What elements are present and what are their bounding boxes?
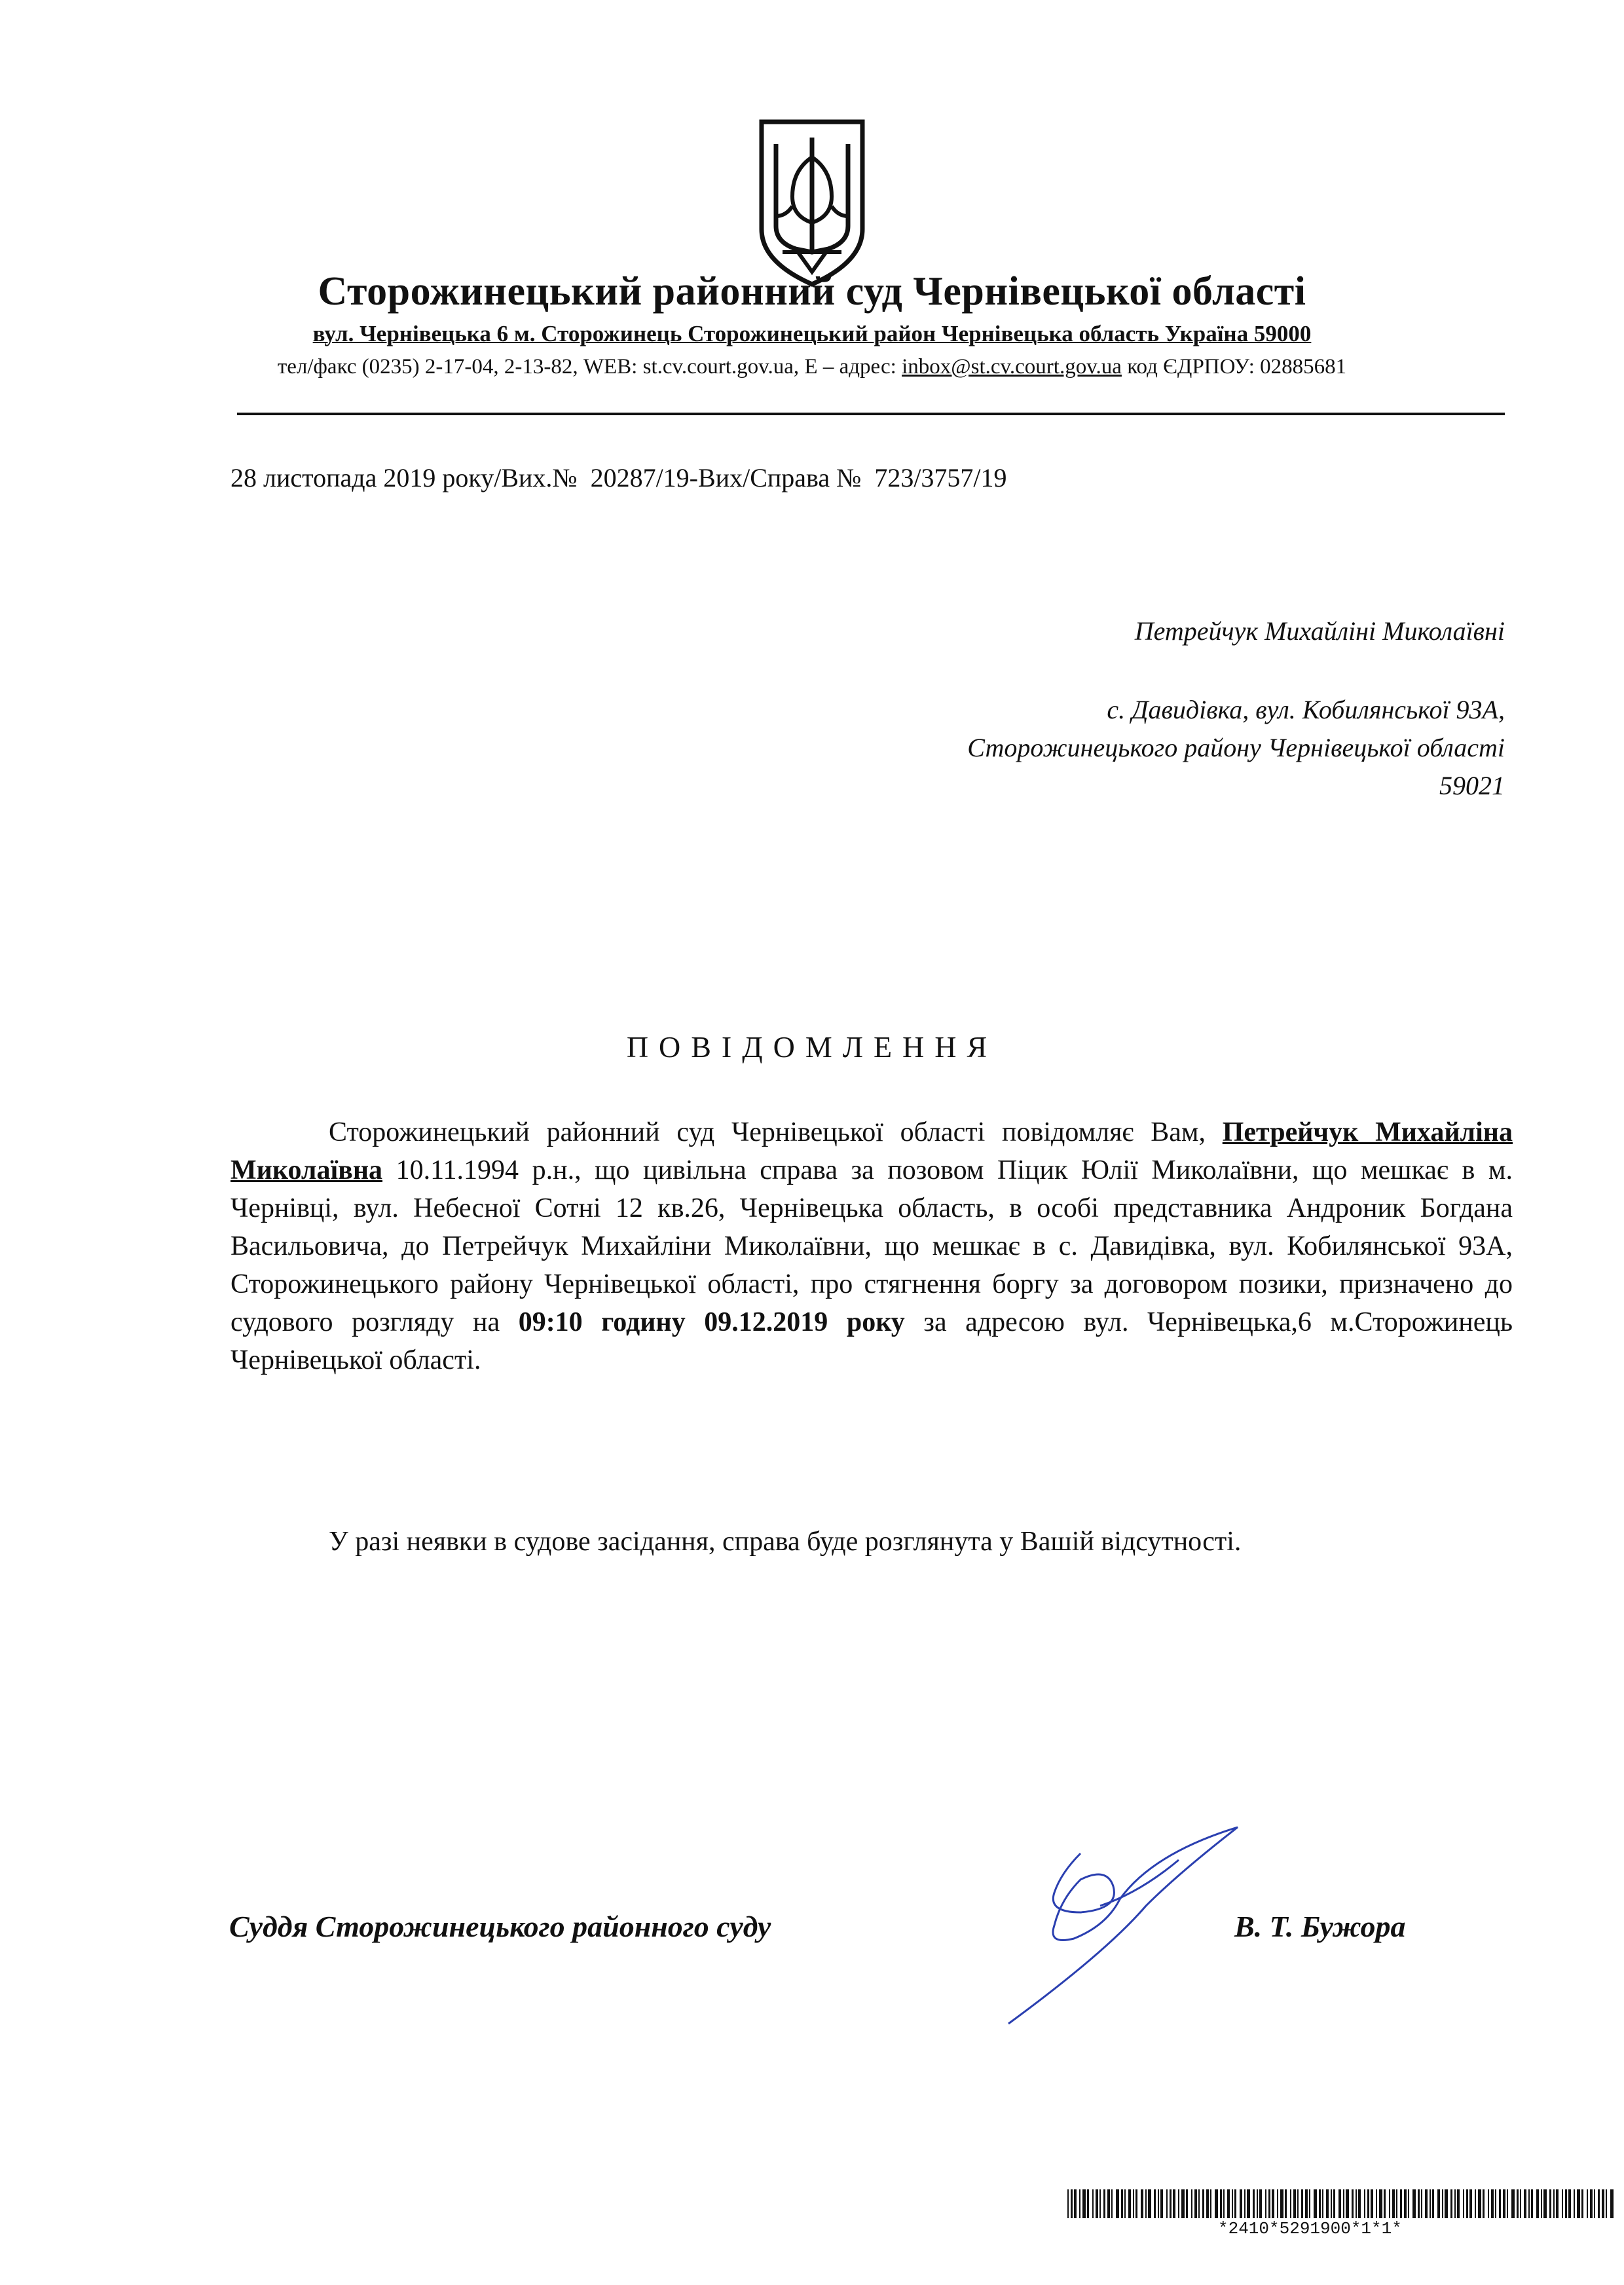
barcode-bar — [1297, 2189, 1299, 2218]
barcode-bar — [1280, 2189, 1283, 2218]
barcode-bar — [1577, 2189, 1580, 2218]
barcode-bar — [1206, 2189, 1209, 2218]
barcode-bar — [1198, 2189, 1200, 2218]
barcode-bar — [1358, 2189, 1361, 2218]
handwritten-signature — [982, 1814, 1257, 2037]
barcode-bar — [1116, 2189, 1119, 2218]
barcode-bar — [1495, 2189, 1496, 2218]
barcode-bar — [1301, 2189, 1303, 2218]
barcode-bar — [1454, 2189, 1456, 2218]
barcode-bar — [1170, 2189, 1172, 2218]
barcode-bar — [1293, 2189, 1296, 2218]
barcode-bar — [1158, 2189, 1159, 2218]
barcode-bar — [1181, 2189, 1185, 2218]
barcode-bar — [1244, 2189, 1246, 2218]
barcode-bar — [1543, 2189, 1547, 2218]
barcode-bar — [1520, 2189, 1521, 2218]
court-address — [0, 321, 1624, 347]
barcode-bar — [1475, 2189, 1476, 2218]
barcode-bar — [1437, 2189, 1440, 2218]
barcode-bar — [1227, 2189, 1230, 2218]
barcode-bar — [1173, 2189, 1175, 2218]
barcode-bar — [1343, 2189, 1344, 2218]
contacts-prefix: тел/факс (0235) 2-17-04, 2-13-82, WEB: st.cv.court.gov.ua, E – адрес: — [277, 355, 902, 379]
barcode-bar — [1524, 2189, 1526, 2218]
barcode-bar — [1128, 2189, 1131, 2218]
barcode-bar — [1562, 2189, 1563, 2218]
barcode-bar — [1202, 2189, 1204, 2218]
barcode-bar — [1511, 2189, 1515, 2218]
barcode-bar — [1103, 2189, 1105, 2218]
barcode-bar — [1319, 2189, 1321, 2218]
barcode-bar — [1178, 2189, 1179, 2218]
barcode-bar — [1223, 2189, 1225, 2218]
barcode-bar — [1606, 2189, 1607, 2218]
barcode-number: *2410*5291900*1*1* — [1218, 2219, 1402, 2239]
barcode-bar — [1610, 2189, 1614, 2218]
barcode-bar — [1565, 2189, 1567, 2218]
barcode-bar — [1483, 2189, 1485, 2218]
barcode-bar — [1240, 2189, 1242, 2218]
court-address-text: вул. Чернівецька 6 м. Сторожинець Сторожинецький район Чернівецька область Україна 59000 — [312, 321, 1312, 346]
barcode-bar — [1309, 2189, 1310, 2218]
barcode-bar — [1111, 2189, 1113, 2218]
barcode-bar — [1067, 2189, 1069, 2218]
barcode-bar — [1356, 2189, 1357, 2218]
barcode-bar — [1587, 2189, 1588, 2218]
barcode-bar — [1210, 2189, 1211, 2218]
barcode-bar — [1598, 2189, 1600, 2218]
barcode-bar — [1331, 2189, 1332, 2218]
recipient-address-line1: с. Давидівка, вул. Кобилянської 93А, — [1107, 695, 1505, 724]
barcode-bar — [1247, 2189, 1250, 2218]
barcode-bar — [1392, 2189, 1395, 2218]
p1-location: за адресою вул. Чернівецька,6 м.Сторожинець Чернівецької області. — [231, 1307, 1513, 1375]
barcode-bar — [1092, 2189, 1094, 2218]
barcode-bar — [1253, 2189, 1255, 2218]
p2-text: У разі неявки в судове засідання, справа буде розглянута у Вашій відсутності. — [329, 1527, 1242, 1557]
barcode-bar — [1594, 2189, 1595, 2218]
barcode-bar — [1450, 2189, 1452, 2218]
barcode-bar — [1371, 2189, 1373, 2218]
barcode-bar — [1166, 2189, 1168, 2218]
barcode-bar — [1389, 2189, 1390, 2218]
barcode-bar — [1384, 2189, 1386, 2218]
barcode-bar — [1478, 2189, 1481, 2218]
barcode-bar — [1215, 2189, 1218, 2218]
barcode-bar — [1148, 2189, 1151, 2218]
barcode-bar — [1457, 2189, 1460, 2218]
barcode-bar — [1124, 2189, 1126, 2218]
recipient-address-line2: Сторожинецького району Чернівецької області — [967, 733, 1505, 762]
barcode-bar — [1265, 2189, 1266, 2218]
barcode-bar — [1220, 2189, 1222, 2218]
barcode-bar — [1541, 2189, 1542, 2218]
p1-hearing-datetime: 09:10 годину 09.12.2019 року — [518, 1307, 905, 1337]
p1-intro: Сторожинецький районний суд Чернівецької області повідомляє Вам, — [329, 1117, 1223, 1147]
barcode-bar — [1257, 2189, 1258, 2218]
barcode-bar — [1404, 2189, 1407, 2218]
barcode-bar — [1160, 2189, 1163, 2218]
barcode-bar — [1432, 2189, 1434, 2218]
judge-position-title: Суддя Сторожинецького районного суду — [229, 1910, 771, 1943]
barcode-bar — [1581, 2189, 1583, 2218]
recipient-postal-code: 59021 — [1439, 771, 1505, 800]
barcode-bar — [1232, 2189, 1233, 2218]
barcode-bar — [1568, 2189, 1571, 2218]
barcode-bar — [1408, 2189, 1409, 2218]
reference-line: 28 листопада 2019 року/Вих.№ 20287/19-Вих/Справа № 723/3757/19 — [231, 463, 1007, 492]
barcode-bar — [1507, 2189, 1508, 2218]
barcode-bar — [1463, 2189, 1464, 2218]
barcode-bar — [1234, 2189, 1236, 2218]
barcode-bar — [1418, 2189, 1420, 2218]
barcode-bar — [1290, 2189, 1291, 2218]
notice-paragraph-1 — [231, 1113, 1513, 1379]
court-email-link[interactable]: inbox@st.cv.court.gov.ua — [902, 355, 1122, 379]
barcode-bar — [1367, 2189, 1369, 2218]
header-divider — [237, 413, 1505, 415]
barcode-bar — [1259, 2189, 1262, 2218]
barcode-bar — [1087, 2189, 1089, 2218]
barcode-bar — [1107, 2189, 1110, 2218]
barcode — [1067, 2189, 1617, 2218]
barcode-bar — [1121, 2189, 1123, 2218]
barcode-bar — [1338, 2189, 1341, 2218]
barcode-bar — [1396, 2189, 1397, 2218]
p1-addressee-name: Петрейчук Михайліна Миколаївна — [231, 1117, 1513, 1185]
contacts-suffix: код ЄДРПОУ: 02885681 — [1121, 355, 1347, 379]
barcode-bar — [1277, 2189, 1278, 2218]
barcode-bar — [1314, 2189, 1317, 2218]
barcode-bar — [1442, 2189, 1443, 2218]
barcode-bar — [1141, 2189, 1143, 2218]
barcode-bar — [1466, 2189, 1468, 2218]
barcode-bar — [1082, 2189, 1086, 2218]
barcode-bar — [1528, 2189, 1530, 2218]
barcode-bar — [1574, 2189, 1575, 2218]
coat-of-arms-emblem — [756, 118, 868, 288]
barcode-bar — [1491, 2189, 1494, 2218]
barcode-bar — [1421, 2189, 1422, 2218]
court-contacts — [0, 355, 1624, 379]
barcode-bar — [1364, 2189, 1365, 2218]
barcode-bar — [1400, 2189, 1402, 2218]
p1-body: 10.11.1994 р.н., що цивільна справа за позовом Піцик Юлії Миколаївни, що мешкає в м. Чернівці, вул. Небесної Сотні 12 кв.26, Чернівецька область, в особі представника Андроник Богдана Васильовича, до Петрейчук Михайліни Миколаївни, що мешкає в с. Давидівка, вул. Кобилянської 93А, Сторожинецького району Чернівецької області, про стягнення боргу за договором позики, призначено до судового розгляду на — [231, 1155, 1513, 1337]
barcode-bar — [1549, 2189, 1551, 2218]
barcode-bar — [1352, 2189, 1354, 2218]
barcode-bar — [1469, 2189, 1472, 2218]
barcode-bar — [1333, 2189, 1335, 2218]
barcode-bar — [1499, 2189, 1501, 2218]
barcode-bar — [1553, 2189, 1555, 2218]
barcode-bar — [1186, 2189, 1188, 2218]
notice-paragraph-2 — [231, 1523, 1513, 1561]
barcode-bar — [1602, 2189, 1604, 2218]
barcode-bar — [1322, 2189, 1323, 2218]
barcode-bar — [1154, 2189, 1156, 2218]
barcode-bar — [1430, 2189, 1431, 2218]
barcode-bar — [1071, 2189, 1073, 2218]
barcode-bar — [1074, 2189, 1077, 2218]
barcode-bar — [1099, 2189, 1101, 2218]
barcode-bar — [1145, 2189, 1147, 2218]
barcode-bar — [1376, 2189, 1377, 2218]
barcode-bar — [1285, 2189, 1287, 2218]
notice-title: ПОВІДОМЛЕННЯ — [626, 1030, 998, 1064]
court-name: Сторожинецький районний суд Чернівецької області — [318, 269, 1306, 314]
barcode-bar — [1268, 2189, 1270, 2218]
barcode-bar — [1194, 2189, 1197, 2218]
barcode-bar — [1536, 2189, 1539, 2218]
barcode-bar — [1556, 2189, 1559, 2218]
barcode-bar — [1272, 2189, 1274, 2218]
barcode-bar — [1590, 2189, 1593, 2218]
barcode-bar — [1425, 2189, 1428, 2218]
barcode-bar — [1517, 2189, 1519, 2218]
barcode-bar — [1488, 2189, 1489, 2218]
judge-name: В. Т. Бужора — [1234, 1910, 1406, 1943]
barcode-bar — [1305, 2189, 1308, 2218]
barcode-bar — [1531, 2189, 1533, 2218]
barcode-bar — [1445, 2189, 1448, 2218]
barcode-bar — [1379, 2189, 1382, 2218]
barcode-bar — [1079, 2189, 1080, 2218]
recipient-name: Петрейчук Михайліні Миколаївні — [1134, 616, 1505, 646]
barcode-bar — [1346, 2189, 1349, 2218]
barcode-bar — [1326, 2189, 1329, 2218]
barcode-bar — [1135, 2189, 1137, 2218]
barcode-bar — [1133, 2189, 1134, 2218]
barcode-bar — [1412, 2189, 1416, 2218]
barcode-bar — [1503, 2189, 1505, 2218]
barcode-bar — [1191, 2189, 1192, 2218]
barcode-bar — [1096, 2189, 1098, 2218]
